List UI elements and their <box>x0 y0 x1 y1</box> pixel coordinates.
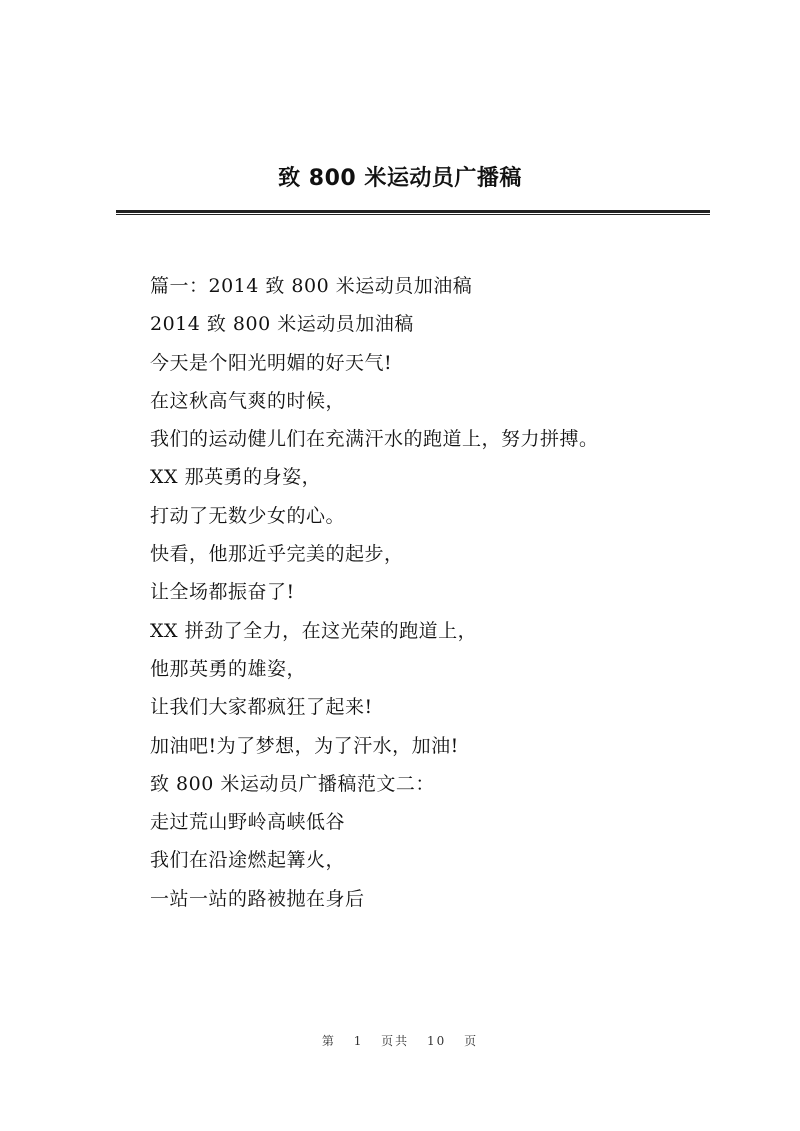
text-line: 一站一站的路被抛在身后 <box>150 887 365 910</box>
document-body <box>150 272 710 923</box>
footer-page-prefix: 第 <box>321 1034 336 1048</box>
text-line: 让我们大家都疯狂了起来! <box>150 696 373 719</box>
footer-page-suffix: 页 <box>464 1034 479 1048</box>
text-line: 2014 致 800 米运动员加油稿 <box>150 313 414 336</box>
text-line: 在这秋高气爽的时候， <box>150 389 346 412</box>
title-divider-thin <box>116 214 710 215</box>
footer-current-page: 1 <box>353 1034 364 1048</box>
text-line: 今天是个阳光明媚的好天气! <box>150 351 393 374</box>
footer-page-mid: 页共 <box>381 1034 410 1048</box>
text-line: 走过荒山野岭高峡低谷 <box>150 811 346 834</box>
title-divider-thick <box>116 210 710 213</box>
text-line: 我们在沿途燃起篝火， <box>150 849 346 872</box>
text-line: 打动了无数少女的心。 <box>150 504 346 527</box>
page-footer <box>0 1032 800 1050</box>
text-line: 篇一：2014 致 800 米运动员加油稿 <box>150 275 473 297</box>
text-line: 快看，他那近乎完美的起步， <box>150 543 404 566</box>
text-line: 他那英勇的雄姿， <box>150 657 307 680</box>
document-title: 致 800 米运动员广播稿 <box>278 166 522 191</box>
text-line: 加油吧!为了梦想，为了汗水，加油! <box>150 734 459 757</box>
text-line: XX 那英勇的身姿， <box>150 466 322 489</box>
text-line: XX 拼劲了全力，在这光荣的跑道上， <box>150 619 478 642</box>
footer-total-pages: 10 <box>427 1034 447 1048</box>
text-line: 我们的运动健儿们在充满汗水的跑道上，努力拼搏。 <box>150 428 599 451</box>
text-line: 致 800 米运动员广播稿范文二： <box>150 772 435 795</box>
text-line: 让全场都振奋了! <box>150 581 295 604</box>
